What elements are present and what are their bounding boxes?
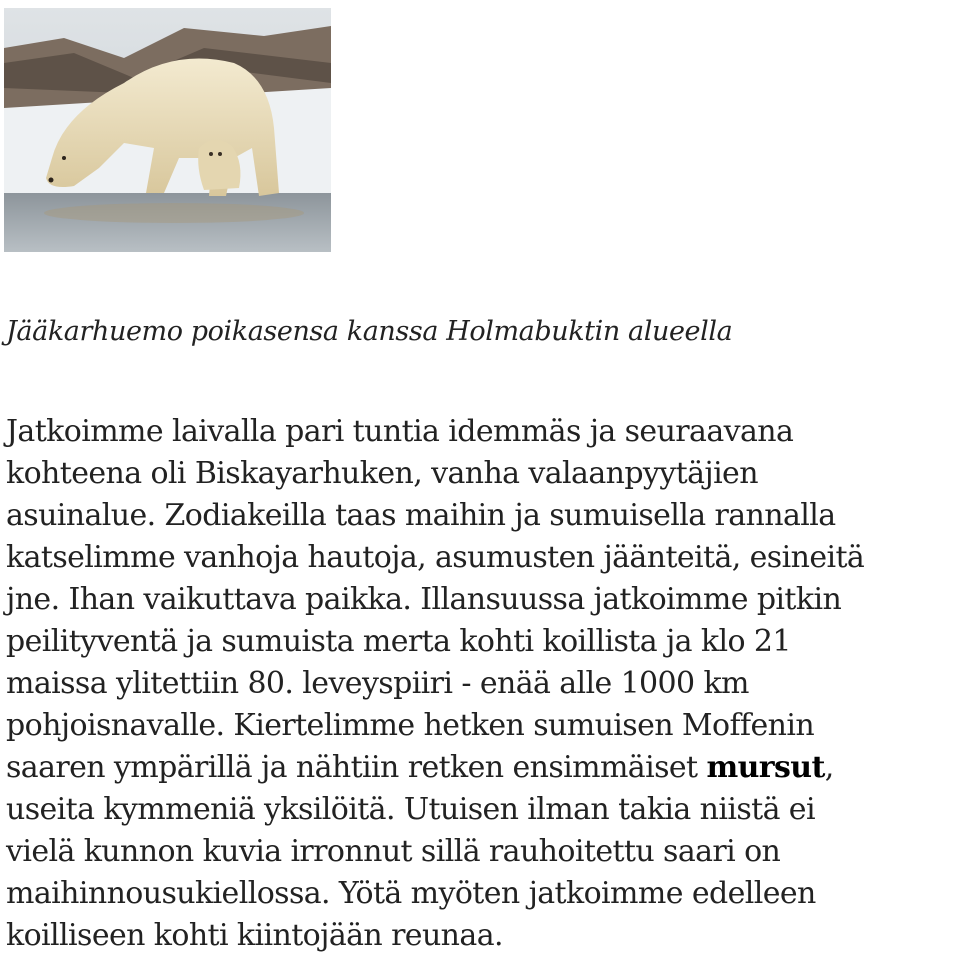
paragraph-line: asuinalue. Zodiakeilla taas maihin ja sumuisella rannalla bbox=[6, 498, 836, 533]
paragraph-line: Jatkoimme laivalla pari tuntia idemmäs ja seuraavana bbox=[6, 414, 794, 449]
polar-bear-illustration bbox=[4, 8, 331, 252]
photo-caption: Jääkarhuemo poikasensa kanssa Holmabuktin alueella bbox=[6, 316, 733, 347]
line-text: saaren ympärillä ja nähtiin retken ensimmäiset bbox=[6, 750, 707, 785]
paragraph-line: maissa ylitettiin 80. leveyspiiri - enää alle 1000 km bbox=[6, 666, 749, 701]
line-text: , bbox=[824, 750, 834, 785]
paragraph-line: jne. Ihan vaikuttava paikka. Illansuussa jatkoimme pitkin bbox=[6, 582, 842, 617]
paragraph-line: peilityventä ja sumuista merta kohti koillista ja klo 21 bbox=[6, 624, 791, 659]
highlight-mursut: mursut bbox=[706, 750, 825, 785]
paragraph-line: pohjoisnavalle. Kiertelimme hetken sumuisen Moffenin bbox=[6, 708, 815, 743]
paragraph-line: kohteena oli Biskayarhuken, vanha valaanpyytäjien bbox=[6, 456, 758, 491]
paragraph-line: koilliseen kohti kiintojään reunaa. bbox=[6, 918, 503, 953]
paragraph-line: useita kymmeniä yksilöitä. Utuisen ilman takia niistä ei bbox=[6, 792, 815, 827]
paragraph-line bbox=[6, 747, 958, 789]
article-paragraph bbox=[6, 411, 958, 957]
paragraph-line: maihinnousukiellossa. Yötä myöten jatkoimme edelleen bbox=[6, 876, 816, 911]
polar-bear-photo bbox=[4, 8, 331, 252]
paragraph-line: vielä kunnon kuvia irronnut sillä rauhoitettu saari on bbox=[6, 834, 781, 869]
paragraph-line: katselimme vanhoja hautoja, asumusten jäänteitä, esineitä bbox=[6, 540, 865, 575]
